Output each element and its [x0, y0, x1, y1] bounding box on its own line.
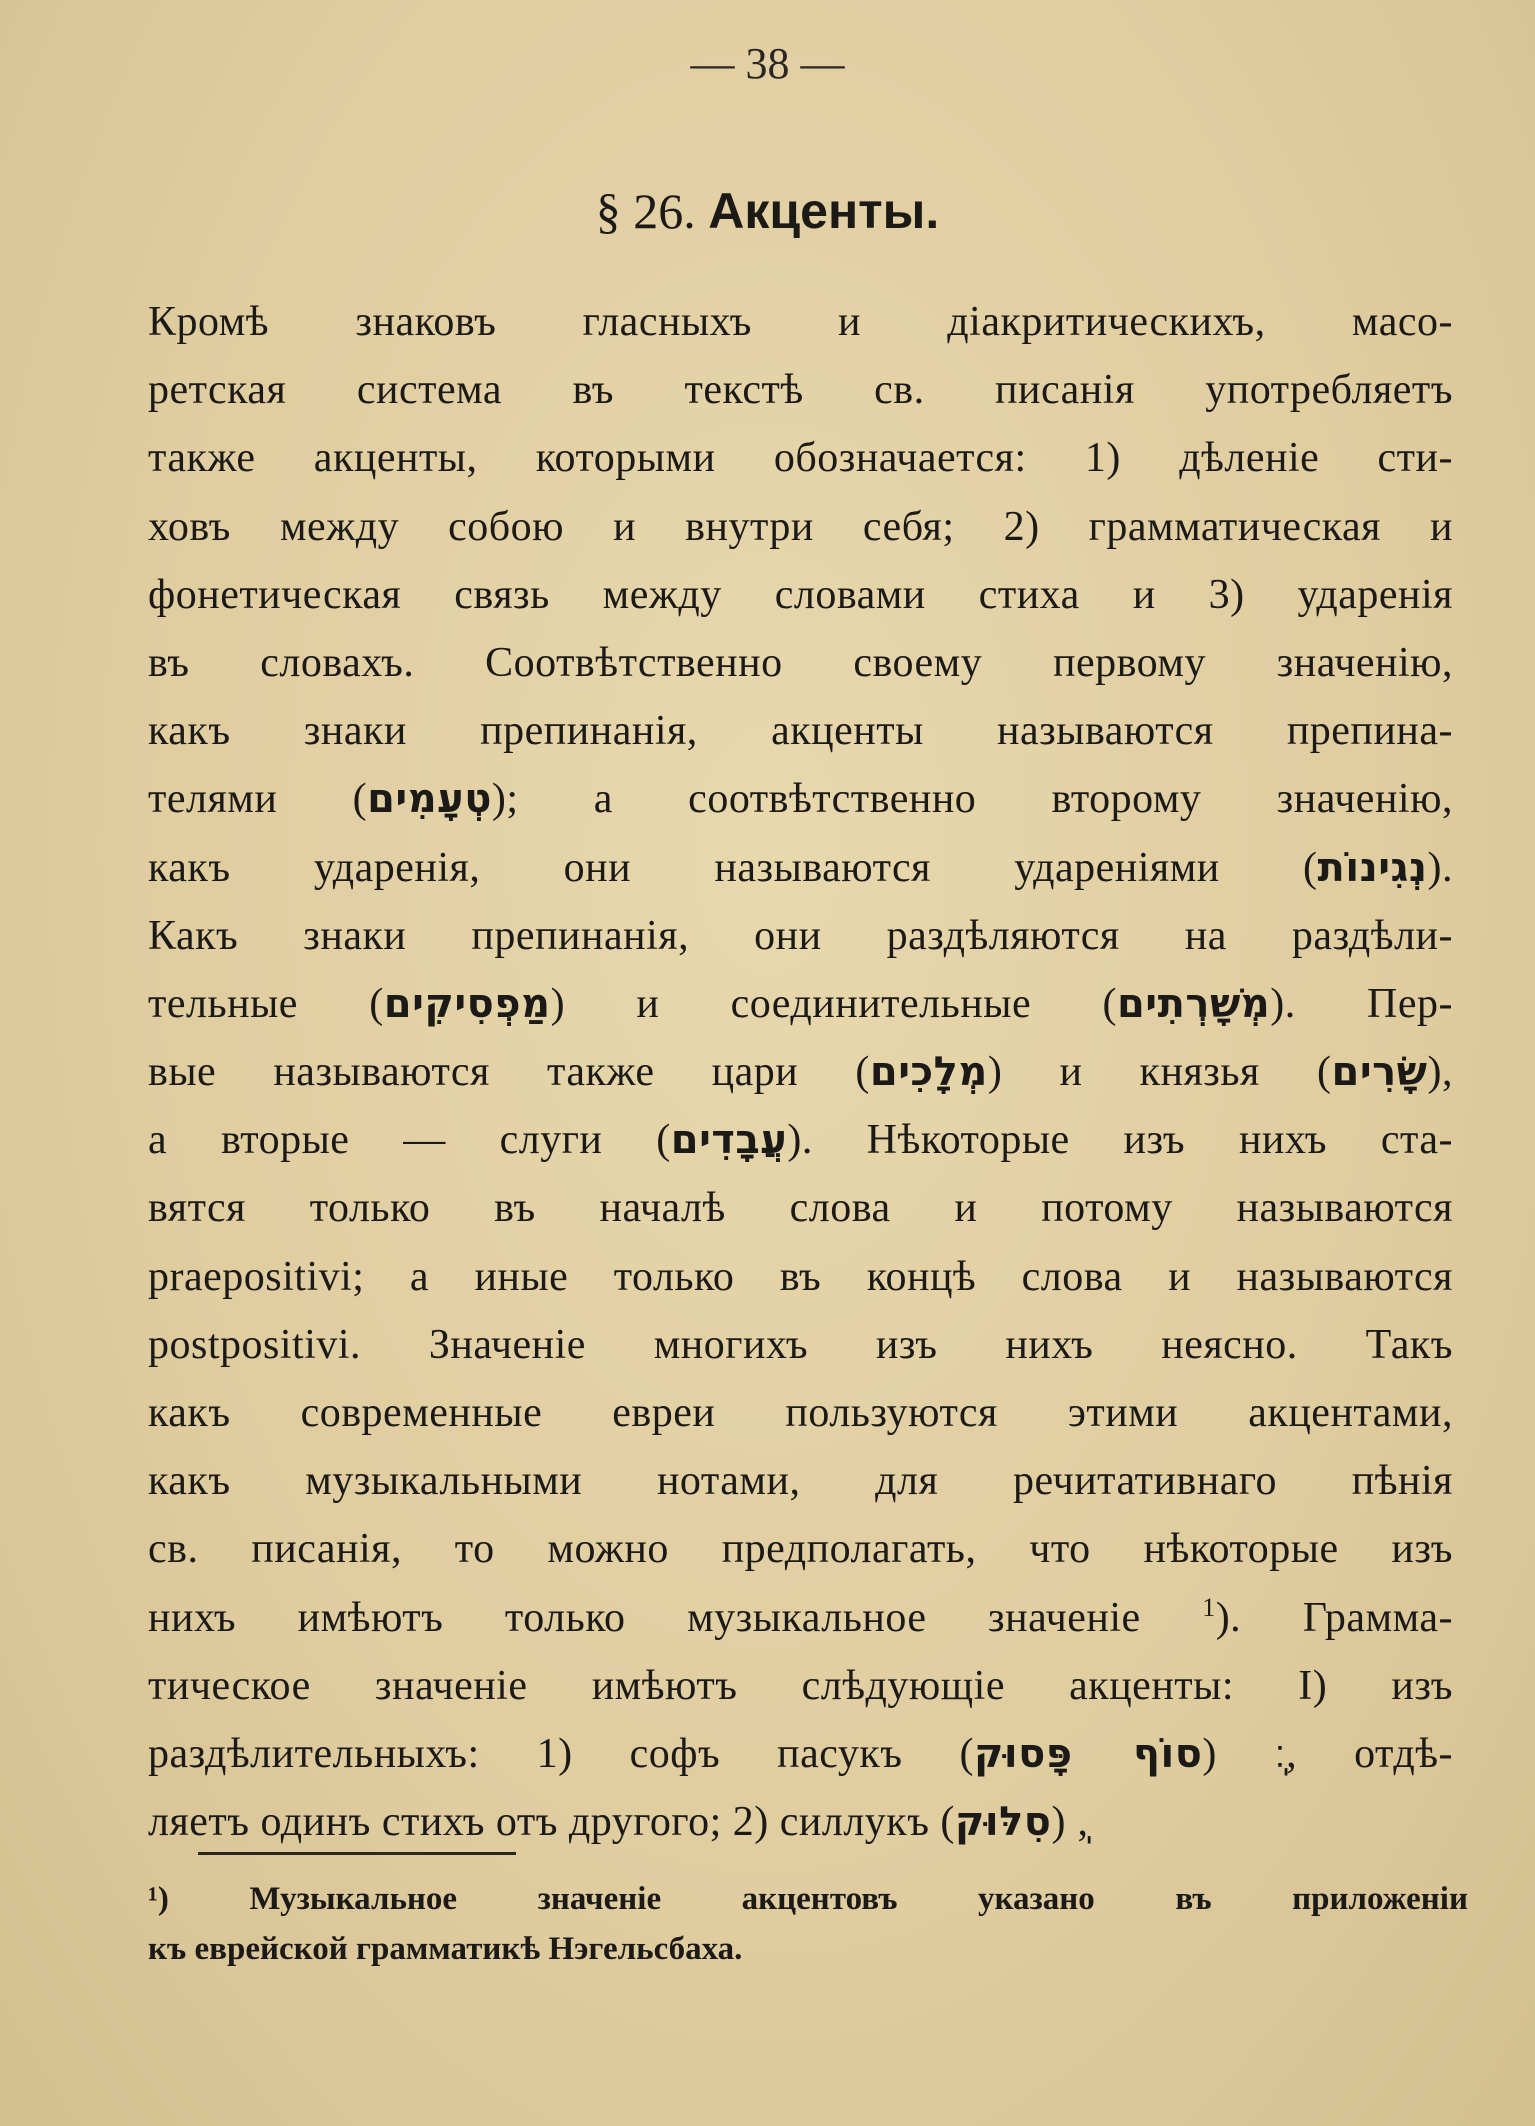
text-line: ретская система въ текстѣ св. писанія употребляетъ: [148, 367, 1453, 414]
text-line: вятся только въ началѣ слова и потому называются: [148, 1185, 1453, 1232]
text-line: въ словахъ. Соотвѣтственно своему первому значенію,: [148, 639, 1453, 686]
text-line: тельные (מַפְסִיקִים) и соединительные (מְשָׁרְתִים). Пер-: [148, 980, 1454, 1027]
text-line: тическое значеніе имѣютъ слѣдующіе акценты: I) изъ: [148, 1662, 1453, 1709]
text-line: раздѣлительныхъ: 1) софъ пасукъ (סוֹף פָּסוּק) ֽ׃, отдѣ-: [148, 1730, 1453, 1777]
text-line: вые называются также цари (מְלָכִים) и князья (שָׂרִים),: [148, 1049, 1454, 1096]
text-line: фонетическая связь между словами стиха и 3) ударенія: [148, 571, 1453, 618]
text-line: Какъ знаки препинанія, они раздѣляются на раздѣли-: [148, 912, 1453, 959]
accent-symbol: ֽ: [1077, 1800, 1078, 1845]
hebrew-term: סוֹף פָּסוּק: [973, 1730, 1203, 1777]
text-line: ляетъ одинъ стихъ отъ другого; 2) силлукъ (סִלּוּק) ֽ,: [148, 1799, 1089, 1846]
hebrew-term: טְעָמִים: [367, 776, 492, 823]
text-line: св. писанія, то можно предполагать, что нѣкоторые изъ: [148, 1526, 1453, 1573]
text-line: postpositivi. Значеніе многихъ изъ нихъ неясно. Такъ: [148, 1321, 1453, 1368]
hebrew-term: מְלָכִים: [869, 1049, 988, 1096]
footnote-rule: [198, 1852, 516, 1855]
text-line: какъ знаки препинанія, акценты называются препина-: [148, 708, 1453, 755]
hebrew-term: עֲבָדִים: [670, 1117, 788, 1164]
text-line: а вторые — слуги (עֲבָדִים). Нѣкоторые изъ нихъ ста-: [148, 1117, 1453, 1164]
text-line: ховъ между собою и внутри себя; 2) грамматическая и: [148, 503, 1453, 550]
text-line: какъ музыкальными нотами, для речитативнаго пѣнія: [148, 1458, 1453, 1505]
text-line: также акценты, которыми обозначается: 1) дѣленіе сти-: [148, 435, 1453, 482]
text-line: Кромѣ знаковъ гласныхъ и діакритическихъ, масо-: [148, 299, 1453, 345]
text-line: какъ ударенія, они называются удареніями (נְגִינוֹת).: [148, 844, 1453, 891]
footnote: [148, 1874, 1468, 1974]
footnote-line: ¹) Музыкальное значеніе акцентовъ указано въ приложеніи: [148, 1881, 1468, 1917]
text-line: praepositivi; а иные только въ концѣ слова и называются: [148, 1253, 1453, 1300]
section-heading: [0, 182, 1535, 240]
hebrew-term: מְשָׁרְתִים: [1116, 980, 1271, 1027]
hebrew-term: שָׂרִים: [1331, 1049, 1428, 1096]
hebrew-term: נְגִינוֹת: [1317, 844, 1428, 891]
body-text: [148, 288, 1453, 1856]
text-line: телями (טְעָמִים); а соотвѣтственно второму значенію,: [148, 776, 1453, 823]
text-line: нихъ имѣютъ только музыкальное значеніе $^1$). Грамма-: [148, 1592, 1453, 1641]
footnote-line: къ еврейской грамматикѣ Нэгельсбаха.: [148, 1931, 743, 1967]
text-line: какъ современные евреи пользуются этими акцентами,: [148, 1390, 1453, 1436]
hebrew-term: מַפְסִיקִים: [383, 980, 551, 1027]
accent-symbol: ֽ׃: [1273, 1731, 1287, 1776]
hebrew-term: סִלּוּק: [954, 1799, 1052, 1846]
page-number: — 38 —: [690, 39, 845, 88]
section-number: § 26.: [595, 183, 696, 239]
footnote-marker: 1: [1202, 1592, 1216, 1622]
section-title: Акценты.: [708, 183, 940, 239]
